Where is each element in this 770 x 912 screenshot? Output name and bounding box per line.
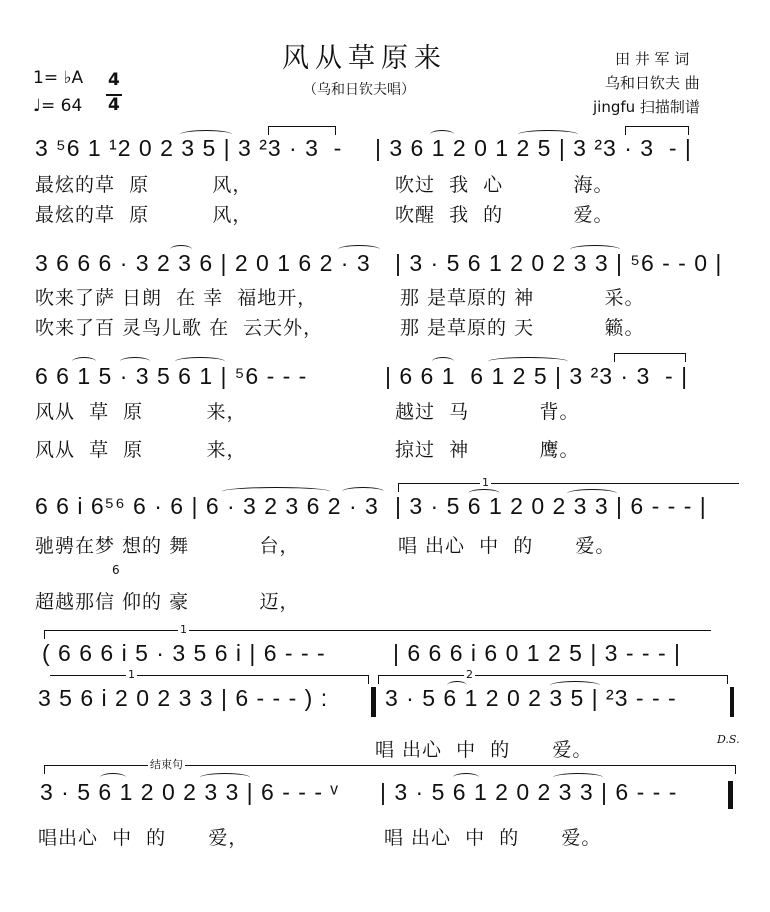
variant-note: 6 — [112, 563, 120, 577]
volta-label: 2 — [466, 668, 473, 681]
time-signature-bottom: 4 — [108, 95, 120, 115]
slur — [175, 357, 225, 366]
lyric-verse-1a: 吹来了萨 日朗 在 幸 福地开， — [35, 287, 318, 309]
slur — [518, 130, 578, 139]
slur — [338, 245, 380, 254]
slur — [553, 773, 603, 782]
lyric-verse-1a: 风从 草 原 来， — [35, 401, 247, 423]
slur — [222, 487, 330, 496]
slur — [180, 130, 232, 139]
final-barline — [728, 781, 733, 809]
slur — [567, 489, 617, 498]
lyric-verse-1b: 唱 出心 中 的 爱。 — [398, 535, 616, 557]
slur — [447, 681, 467, 690]
notes-line-1a: 3 ⁵6 1 ¹2 0 2 3 5 | 3 ²3 · 3 - — [35, 135, 343, 161]
lyricist-credit: 田 井 军 词 — [615, 50, 690, 68]
repeat-end-barline — [371, 687, 376, 717]
notes-line-5b: | 6 6 6 i 6 0 1 2 5 | 3 - - - | — [393, 640, 681, 666]
key-signature: 1= ♭A — [33, 68, 84, 88]
slur — [100, 773, 126, 782]
slur — [120, 357, 150, 366]
slur — [570, 245, 620, 254]
tempo-marking: ♩= 64 — [33, 96, 83, 116]
lyric-verse-1a: 驰骋在梦 想的 舞 台， — [35, 535, 300, 557]
volta-label: 1 — [180, 623, 187, 636]
notes-line-7a: 3 · 5 6 1 2 0 2 3 3 | 6 - - - ᵛ — [40, 779, 339, 805]
slur — [200, 773, 250, 782]
slur — [488, 357, 568, 366]
volta-label: 1 — [128, 668, 135, 681]
song-title: 风从草原来 — [282, 43, 447, 74]
phrase-bracket — [625, 126, 689, 135]
lyric-verse-2a: 超越那信 仰的 豪 迈， — [35, 591, 300, 613]
phrase-bracket — [614, 353, 686, 362]
slur — [170, 245, 192, 254]
notes-line-6b: 3 · 5 6 1 2 0 2 3 5 | ²3 - - - — [385, 685, 677, 711]
transcriber-credit: jingfu 扫描制谱 — [593, 98, 700, 116]
notes-line-2a: 3 6 6 6 · 3 2 3 6 | 2 0 1 6 2 · 3 — [35, 250, 371, 276]
lyric-verse-1b: 那 是草原的 神 采。 — [400, 287, 645, 309]
notes-line-7b: | 3 · 5 6 1 2 0 2 3 3 | 6 - - - — [380, 779, 678, 805]
composer-credit: 乌和日钦夫 曲 — [605, 74, 700, 92]
lyric-verse-2a: 最炫的草 原 风， — [35, 204, 253, 226]
lyric-line-6b: 唱 出心 中 的 爱。 — [375, 739, 593, 761]
notes-line-2b: | 3 · 5 6 1 2 0 2 3 3 | ⁵6 - - 0 | — [395, 250, 723, 276]
notes-line-6a: 3 5 6 i 2 0 2 3 3 | 6 - - - ) : — [38, 685, 329, 711]
dal-segno-marking: D.S. — [717, 733, 740, 746]
notes-line-1b: | 3 6 1 2 0 1 2 5 | 3 ²3 · 3 - | — [375, 135, 692, 161]
lyric-line-7a: 唱出心 中 的 爱， — [38, 827, 249, 849]
slur — [342, 487, 384, 496]
lyric-verse-1b: 吹过 我 心 海。 — [395, 174, 614, 196]
lyric-verse-2b: 吹醒 我 的 爱。 — [395, 204, 614, 226]
slur — [432, 357, 454, 366]
notes-line-3b: | 6 6 1 6 1 2 5 | 3 ²3 · 3 - | — [385, 363, 689, 389]
slur — [72, 357, 96, 366]
performer-note: （乌和日钦夫唱） — [303, 82, 415, 98]
lyric-verse-1b: 越过 马 背。 — [395, 401, 580, 423]
slur — [453, 773, 479, 782]
slur — [430, 130, 454, 139]
lyric-verse-2b: 掠过 神 鹰。 — [395, 439, 580, 461]
double-barline — [730, 687, 734, 717]
volta-bracket-1-end — [50, 675, 369, 684]
phrase-bracket — [268, 126, 336, 135]
lyric-verse-2b: 那 是草原的 天 籁。 — [400, 317, 645, 339]
notes-line-4a: 6 6 i 6⁵⁶ 6 · 6 | 6 · 3 2 3 6 2 · 3 — [35, 493, 379, 519]
lyric-verse-2a: 吹来了百 灵鸟儿歌 在 云天外， — [35, 317, 324, 339]
lyric-verse-2a: 风从 草 原 来， — [35, 439, 247, 461]
volta-bracket-1 — [44, 630, 711, 639]
time-signature-top: 4 — [108, 70, 120, 90]
notes-line-5a: ( 6 6 6 i 5 · 3 5 6 i | 6 - - - — [42, 640, 326, 666]
volta-label: 1 — [482, 476, 489, 489]
ending-label: 结束句 — [150, 758, 183, 771]
lyric-line-7b: 唱 出心 中 的 爱。 — [384, 827, 602, 849]
notes-line-3a: 6 6 1 5 · 3 5 6 1 | ⁵6 - - - — [35, 363, 308, 389]
notes-line-4b: | 3 · 5 6 1 2 0 2 3 3 | 6 - - - | — [395, 493, 707, 519]
lyric-verse-1a: 最炫的草 原 风， — [35, 174, 253, 196]
slur — [550, 681, 600, 690]
slur — [468, 489, 500, 498]
